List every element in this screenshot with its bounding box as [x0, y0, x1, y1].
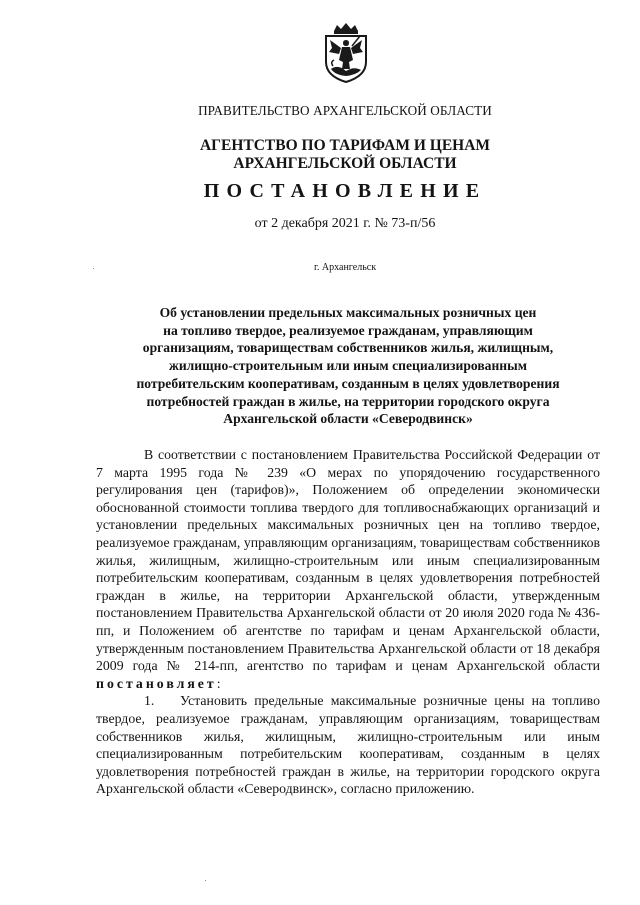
resolves-colon: : — [216, 675, 221, 691]
agency-name-line2: АРХАНГЕЛЬСКОЙ ОБЛАСТИ — [233, 155, 457, 172]
title-line: Об установлении предельных максимальных розничных цен — [159, 305, 537, 320]
preamble-text: В соответствии с постановлением Правительства Российской Федерации от 7 марта 1995 года № 239 «О мерах по упорядочению государственного регулирования цен (тарифов)», Положением об определении экономически обоснованной стоимости топлива твердого для топливоснабжающих организаций и установлении предельных максимальных розничных цен на топливо твердое, реализуемое гражданам, управляющим организациям, товариществам собственников жилья, жилищным, жилищно-строительным или иным специализированным потребительским кооперативам, созданным в целях удовлетворения потребностей граждан в жилье, на территории Архангельской области, утвержденным постановлением Правительства Архангельской области от 20 июля 2020 года № 436-пп, и Положением об агентстве по тарифам и ценам Архангельской области, утвержденным постановлением Правительства Архангельской области от 18 декабря 2009 года № 214-пп, агентство по тарифам и ценам Архангельской области — [96, 447, 600, 674]
document-city: г. Архангельск — [313, 262, 377, 273]
preamble-paragraph — [96, 446, 600, 692]
title-line: Архангельской области «Северодвинск» — [223, 411, 473, 427]
coat-of-arms-emblem — [320, 22, 372, 84]
document-type: ПОСТАНОВЛЕНИЕ — [203, 180, 487, 202]
document-body — [96, 446, 600, 798]
government-name: ПРАВИТЕЛЬСТВО АРХАНГЕЛЬСКОЙ ОБЛАСТИ — [198, 103, 492, 118]
title-line: организациям, товариществам собственников жилья, жилищным, — [142, 340, 554, 356]
item-1-paragraph — [96, 692, 600, 798]
agency-name-line1: АГЕНТСТВО ПО ТАРИФАМ И ЦЕНАМ — [199, 137, 491, 154]
title-line: жилищно-строительным или иным специализированным — [168, 358, 528, 374]
scan-speck — [205, 880, 206, 881]
title-line: потребительским кооперативам, созданным в целях удовлетворения — [136, 375, 560, 391]
document-title — [96, 304, 600, 428]
item-1-number: 1. — [144, 693, 155, 709]
agency-name — [150, 137, 540, 173]
title-line: на топливо твердое, реализуемое гражданам, управляющим — [163, 322, 533, 338]
document-date-number: от 2 декабря 2021 г. № 73-п/56 — [254, 216, 436, 231]
scan-speck — [93, 268, 94, 269]
title-line: потребностей граждан в жилье, на территории городского округа — [146, 393, 550, 409]
item-1-text: Установить предельные максимальные розничные цены на топливо твердое, реализуемое гражданам, управляющим организациям, товариществам собственников жилья, жилищным, жилищно-строительным или иным специализированным потребительским кооперативам, созданным в целях удовлетворения потребностей граждан в жилье, на территории городского округа Архангельской области «Северодвинск», согласно приложению. — [96, 693, 600, 797]
resolves-word: постановляет — [96, 675, 217, 691]
